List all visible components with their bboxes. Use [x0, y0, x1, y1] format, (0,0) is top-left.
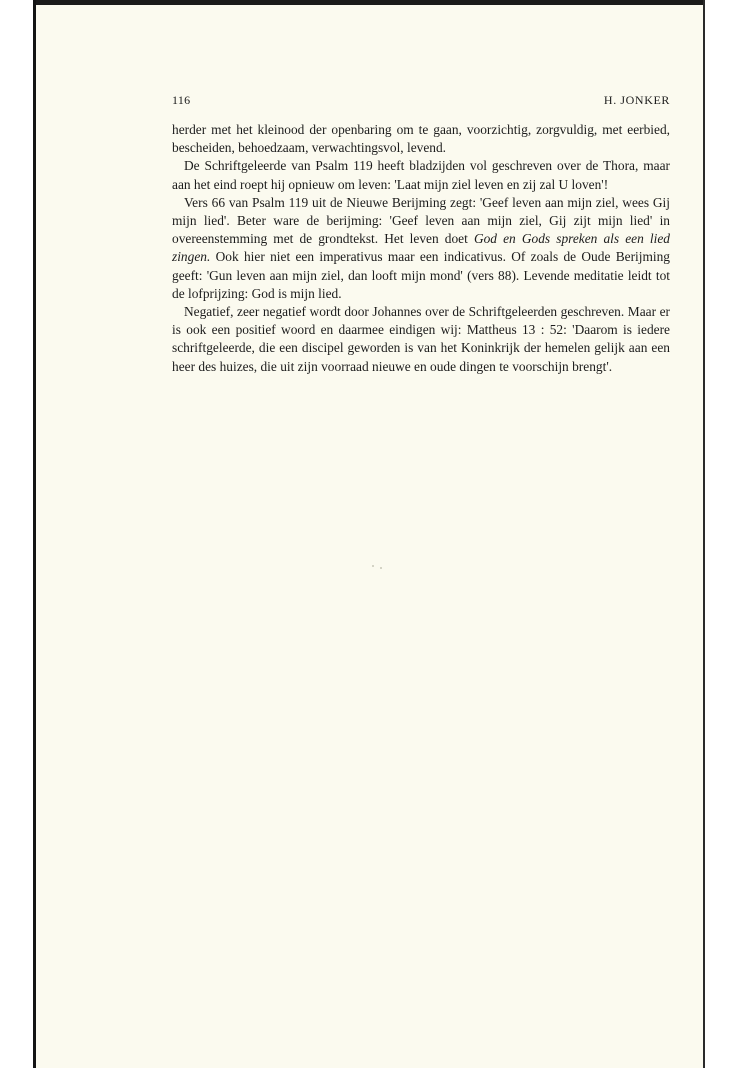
text-span: herder met het kleinood der openbaring om te gaan, voorzichtig, zorgvuldig, met eerbied, bescheiden, behoedzaam, verwachtingsvol, levend.	[172, 122, 670, 156]
paragraph	[172, 121, 670, 157]
body-text	[172, 121, 670, 376]
text-span: Negatief, zeer negatief wordt door Johannes over de Schriftgeleerden geschreven. Maar er is ook een positief woord en daarmee eindigen wij: Mattheus 13 : 52: 'Daarom is iedere schriftgeleerde, die een discipel geworden is van het Koninkrijk der hemelen gelijk aan een heer des huizes, die uit zijn voorraad nieuwe en oude dingen te voorschijn brengt'.	[172, 304, 670, 374]
paragraph	[172, 194, 670, 303]
paper-speck	[372, 565, 374, 567]
page-number: 116	[172, 93, 191, 107]
paragraph	[172, 303, 670, 376]
paragraph	[172, 157, 670, 193]
text-span: Vers 66 van Psalm 119 uit de Nieuwe Berijming zegt: 'Geef leven aan mijn ziel, wees Gij mijn lied'. Beter ware de berijming: 'Geef leven aan mijn ziel, Gij zijt mijn lied' in overeenstemming met de grondtekst. Het leven doet	[172, 194, 670, 247]
text-span: De Schriftgeleerde van Psalm 119 heeft bladzijden vol geschreven over de Thora, maar aan het eind roept hij opnieuw om leven: 'Laat mijn ziel leven en zij zal U loven'!	[172, 158, 670, 192]
italic-emphasis: God en Gods spreken als een lied zingen.	[172, 231, 670, 265]
running-head	[172, 93, 670, 109]
text-span: Ook hier niet een imperativus maar een indicativus. Of zoals de Oude Berijming geeft: 'Gun leven aan mijn ziel, dan looft mijn mond' (vers 88). Levende meditatie leidt tot de lofprijzing: God is mijn lied.	[172, 249, 670, 301]
paper-speck	[380, 567, 382, 569]
scan-right-edge	[703, 0, 705, 1068]
running-head-author: H. JONKER	[603, 93, 670, 107]
